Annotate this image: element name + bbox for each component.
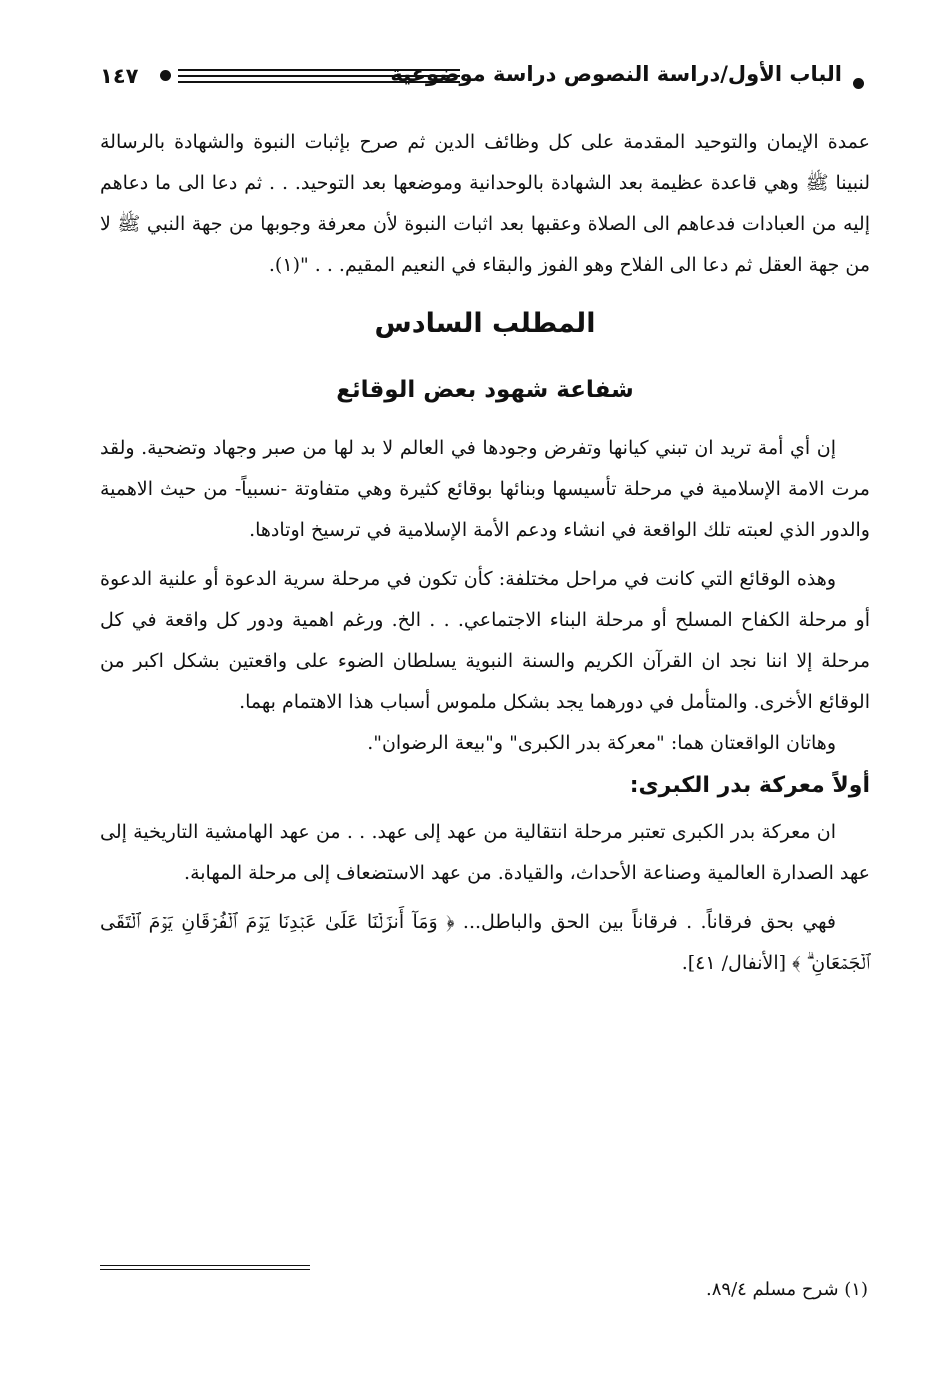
subheading: أولاً معركة بدر الكبرى: bbox=[629, 773, 870, 798]
body-paragraph: وهذه الوقائع التي كانت في مراحل مختلفة: كأن تكون في مرحلة سرية الدعوة أو علنية الدعوة أو مرحلة الكفاح المسلح أو مرحلة البناء الاجتماعي. . . الخ. ورغم اهمية ودور كل واقعة في كل مرحلة إلا اننا نجد ان القرآن الكريم والسنة النبوية يسلطان الضوء على واقعتين بشكل اكبر من الوقائع الأخرى. والمتأمل في دورهما يجد بشكل ملموس أسباب هذا الاهتمام بهما. bbox=[100, 568, 870, 713]
body-paragraph: وهاتان الواقعتان هما: "معركة بدر الكبرى" و"بيعة الرضوان". bbox=[367, 732, 836, 754]
footnote: (١) شرح مسلم ٨٩/٤. bbox=[706, 1279, 868, 1300]
header-ornament-left bbox=[160, 70, 171, 81]
section-title: المطلب السادس bbox=[374, 308, 596, 339]
intro-paragraph: عمدة الإيمان والتوحيد المقدمة على كل وظائف الدين ثم صرح بإثبات النبوة والشهادة بالرسالة لنبينا ﷺ وهي قاعدة عظيمة بعد الشهادة بالوحدانية وموضعها بعد التوحيد. . . ثم دعا الى ما دعاهم إليه من العبادات فدعاهم الى الصلاة وعقبها بعد اثبات النبوة لأن معرفة وجوبها من جهة النبي ﷺ لا من جهة العقل ثم دعا الى الفلاح وهو الفوز والبقاء في النعيم المقيم. . . "(١). bbox=[100, 131, 870, 276]
body-paragraph: ان معركة بدر الكبرى تعتبر مرحلة انتقالية من عهد إلى عهد. . . من عهد الهامشية التاريخية إلى عهد الصدارة العالمية وصناعة الأحداث، والقيادة. من عهد الاستضعاف إلى مرحلة المهابة. bbox=[100, 821, 870, 884]
header-title: الباب الأول/دراسة النصوص دراسة موضوعية bbox=[390, 62, 842, 86]
running-header bbox=[100, 52, 870, 100]
page-number: ١٤٧ bbox=[100, 64, 139, 88]
footnote-separator bbox=[100, 1265, 310, 1273]
header-rule bbox=[178, 81, 460, 83]
header-rule bbox=[178, 75, 460, 77]
header-rule bbox=[178, 69, 460, 71]
section-subtitle: شفاعة شهود بعض الوقائع bbox=[336, 377, 634, 403]
body-paragraph: فهي بحق فرقاناً. . فرقاناً بين الحق والباطل... ﴿ وَمَآ أَنزَلۡنَا عَلَىٰ عَبۡدِنَا يَوۡمَ ٱلۡفُرۡقَانِ يَوۡمَ ٱلۡتَقَى ٱلۡجَمۡعَانِ ۗ ﴾ [الأنفال/ ٤١]. bbox=[100, 911, 870, 974]
body-paragraph: إن أي أمة تريد ان تبني كيانها وتفرض وجودها في العالم لا بد لها من صبر وجهاد وتضحية. ولقد مرت الامة الإسلامية في مرحلة تأسيسها وبنائها بوقائع كثيرة وهي متفاوتة -نسبياً- من حيث الاهمية والدور الذي لعبته تلك الواقعة في انشاء ودعم الأمة الإسلامية في ترسيخ اوتادها. bbox=[100, 437, 870, 541]
page bbox=[100, 52, 870, 984]
header-ornament-right bbox=[853, 78, 864, 89]
